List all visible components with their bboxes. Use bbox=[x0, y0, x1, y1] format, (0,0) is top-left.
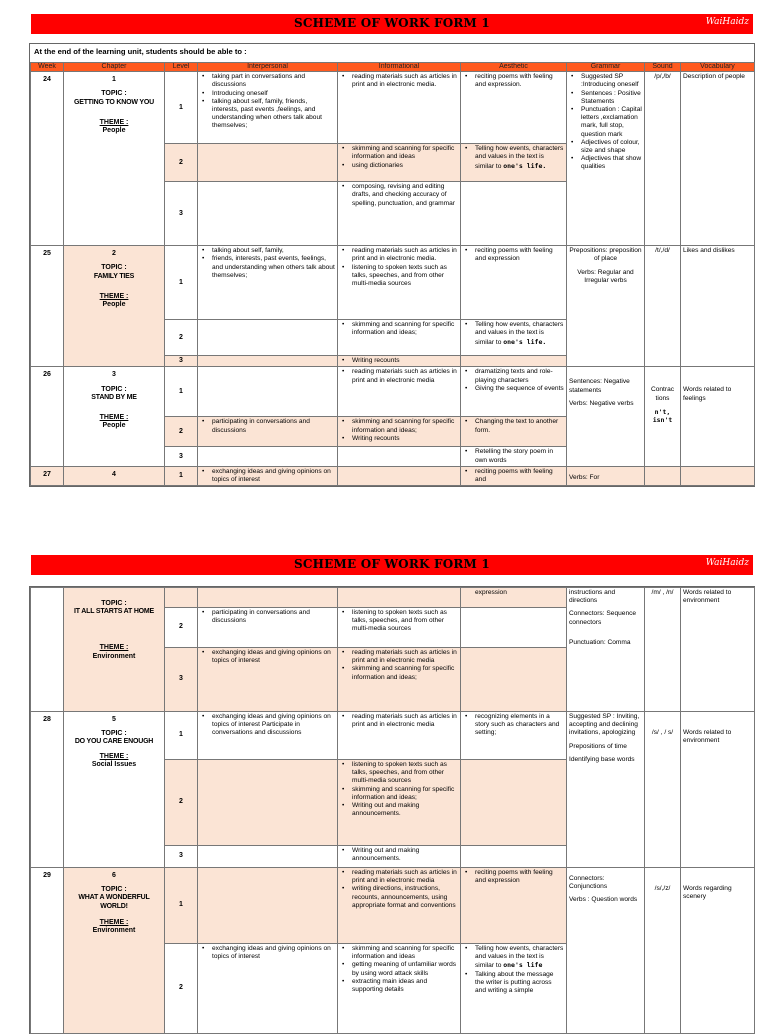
list-item: • Giving the sequence of events bbox=[475, 385, 564, 393]
interpersonal-cell bbox=[198, 447, 338, 466]
interpersonal-cell bbox=[198, 144, 338, 182]
grammar-text: Suggested SP : Inviting, accepting and declining invitations, apologizing bbox=[569, 713, 640, 737]
list-item: • listening to spoken texts such as talks, speeches, and from other multi-media sources bbox=[352, 609, 458, 634]
theme-label: THEME : bbox=[99, 414, 129, 422]
chapter-number: 1 bbox=[112, 76, 116, 84]
topic-label: TOPIC : bbox=[101, 730, 127, 738]
list-item: • talking about self, family, bbox=[212, 247, 335, 255]
informational-cell bbox=[338, 356, 461, 367]
aesthetic-cell bbox=[461, 712, 567, 760]
list-item: • Telling how events, characters and values in the text is similar to one's life. bbox=[475, 321, 564, 347]
theme-name: Environment bbox=[92, 652, 136, 660]
header-level: Level bbox=[165, 63, 198, 72]
level-cell: 2 bbox=[165, 760, 198, 846]
list-item: • reciting poems with feeling and expression bbox=[475, 247, 564, 263]
topic-name: IT ALL STARTS AT HOME bbox=[73, 608, 155, 616]
informational-cell bbox=[338, 367, 461, 417]
page-banner bbox=[31, 14, 753, 34]
level-cell: 1 bbox=[165, 246, 198, 320]
topic-label: TOPIC : bbox=[101, 264, 127, 272]
intro-statement: At the end of the learning unit, students should be able to : bbox=[34, 47, 247, 56]
level-cell: 3 bbox=[165, 846, 198, 868]
list-item: • taking part in conversations and discussions bbox=[212, 73, 335, 89]
topic-name: STAND BY ME bbox=[91, 393, 137, 401]
grammar-cell bbox=[567, 712, 645, 868]
aesthetic-cell bbox=[461, 466, 567, 485]
aesthetic-cell bbox=[461, 588, 567, 608]
list-item: • exchanging ideas and giving opinions on topics of interest bbox=[212, 945, 335, 961]
interpersonal-cell bbox=[198, 417, 338, 447]
vocabulary-cell bbox=[681, 466, 755, 485]
vocabulary-cell: Description of people bbox=[681, 72, 755, 246]
interpersonal-cell bbox=[198, 72, 338, 144]
chapter-cell bbox=[64, 712, 165, 868]
list-item: • skimming and scanning for specific information and ideas; bbox=[352, 786, 458, 802]
header-week: Week bbox=[31, 63, 64, 72]
vocabulary-text: Words regarding scenery bbox=[683, 885, 732, 901]
chapter-cell bbox=[64, 246, 165, 367]
grammar-text: instructions and directions bbox=[569, 589, 616, 605]
list-item: • writing directions, instructions, recounts, announcements, using appropriate format and conventions bbox=[352, 885, 458, 910]
list-item: • talking about self, family, friends, interests, past events ,feelings, and understanding when others talk about themselves; bbox=[212, 98, 335, 131]
interpersonal-cell bbox=[198, 868, 338, 944]
banner-logo: WaiHaidz bbox=[705, 558, 749, 568]
aesthetic-cell bbox=[461, 320, 567, 356]
list-item: • Suggested SP :Introducing oneself bbox=[581, 73, 642, 89]
list-item: • friends, interests, past events, feelings, and understanding when others talk about themselves; bbox=[212, 255, 335, 280]
chapter-number: 2 bbox=[112, 250, 116, 258]
chapter-number: 4 bbox=[112, 470, 116, 478]
list-item: • listening to spoken texts such as talks, speeches, and from other multi-media sources bbox=[352, 264, 458, 289]
aesthetic-cell bbox=[461, 144, 567, 182]
level-cell: 2 bbox=[165, 320, 198, 356]
page-banner bbox=[31, 555, 753, 575]
vocabulary-cell: Words related to environment bbox=[681, 588, 755, 712]
list-item: • Writing recounts bbox=[352, 435, 458, 443]
list-item: • reciting poems with feeling and bbox=[475, 468, 564, 484]
level-cell: 3 bbox=[165, 447, 198, 466]
list-item: • Sentences : Positive Statements bbox=[581, 90, 642, 106]
vocabulary-cell: Likes and dislikes bbox=[681, 246, 755, 367]
table-row bbox=[31, 72, 755, 144]
theme-name: Social Issues bbox=[91, 760, 137, 768]
interpersonal-cell bbox=[198, 846, 338, 868]
level-cell: 2 bbox=[165, 144, 198, 182]
sound-cell bbox=[645, 868, 681, 1034]
banner-title: SCHEME OF WORK FORM 1 bbox=[294, 557, 490, 571]
level-cell: 2 bbox=[165, 417, 198, 447]
level-cell bbox=[165, 588, 198, 608]
list-item: • participating in conversations and discussions bbox=[212, 609, 335, 625]
informational-cell bbox=[338, 588, 461, 608]
list-item: • Adjectives that show qualities bbox=[581, 155, 642, 171]
interpersonal-cell bbox=[198, 356, 338, 367]
sound-cell: /p/,/b/ bbox=[645, 72, 681, 246]
grammar-text: Verbs : Question words bbox=[569, 896, 638, 904]
topic-label: TOPIC : bbox=[101, 886, 127, 894]
list-item: • skimming and scanning for specific information and ideas bbox=[352, 945, 458, 961]
list-item: • exchanging ideas and giving opinions on topics of interest bbox=[212, 649, 335, 665]
list-item: • listening to spoken texts such as talks, speeches, and from other multi-media sources bbox=[352, 761, 458, 786]
informational-cell bbox=[338, 320, 461, 356]
aesthetic-cell bbox=[461, 246, 567, 320]
sound-cell bbox=[645, 712, 681, 868]
interpersonal-cell bbox=[198, 466, 338, 485]
informational-cell bbox=[338, 182, 461, 246]
sound-text: /s/,/z/ bbox=[654, 885, 671, 892]
scheme-table-frame-2 bbox=[29, 586, 755, 1034]
grammar-text: Verbs: Negative verbs bbox=[569, 399, 634, 407]
week-cell: 28 bbox=[31, 712, 64, 868]
list-item: • Writing out and making announcements. bbox=[352, 847, 458, 863]
informational-cell bbox=[338, 417, 461, 447]
sound-cell bbox=[645, 466, 681, 485]
sound-text: n't, isn't bbox=[652, 407, 673, 425]
scheme-table-frame-1 bbox=[29, 43, 755, 487]
aesthetic-cell bbox=[461, 608, 567, 648]
theme-label: THEME : bbox=[99, 644, 129, 652]
informational-cell bbox=[338, 466, 461, 485]
header-chapter: Chapter bbox=[64, 63, 165, 72]
grammar-text: Verbs: Regular and Irregular verbs bbox=[577, 268, 634, 284]
level-cell: 2 bbox=[165, 944, 198, 1034]
topic-name: GETTING TO KNOW YOU bbox=[74, 98, 154, 106]
grammar-text: Punctuation: Comma bbox=[569, 638, 631, 646]
list-item: • dramatizing texts and role-playing characters bbox=[475, 368, 564, 384]
aesthetic-cell bbox=[461, 367, 567, 417]
header-sound: Sound bbox=[645, 63, 681, 72]
list-item: • exchanging ideas and giving opinions on topics of interest bbox=[212, 468, 335, 484]
table-row bbox=[31, 466, 755, 485]
list-item: • reading materials such as articles in print and in electronic media bbox=[352, 649, 458, 665]
topic-label: TOPIC : bbox=[101, 90, 127, 98]
informational-cell bbox=[338, 447, 461, 466]
grammar-cell bbox=[567, 246, 645, 367]
interpersonal-cell bbox=[198, 648, 338, 712]
grammar-cell bbox=[567, 367, 645, 466]
list-item: • reciting poems with feeling and expression bbox=[475, 869, 564, 885]
topic-label: TOPIC : bbox=[101, 385, 127, 393]
vocabulary-text: Words related to feelings bbox=[683, 386, 732, 402]
list-item: • Writing recounts bbox=[352, 357, 458, 365]
aesthetic-cell bbox=[461, 182, 567, 246]
week-cell: 26 bbox=[31, 367, 64, 466]
list-item: • reciting poems with feeling and expression. bbox=[475, 73, 564, 89]
list-item: • reading materials such as articles in print and in electronic media bbox=[352, 869, 458, 885]
aesthetic-cell bbox=[461, 760, 567, 846]
chapter-cell bbox=[64, 466, 165, 485]
grammar-text: Identifying base words bbox=[569, 755, 635, 763]
topic-name: WHAT A WONDERFUL WORLD! bbox=[78, 894, 150, 910]
level-cell: 3 bbox=[165, 182, 198, 246]
aesthetic-cell bbox=[461, 72, 567, 144]
list-item: • recognizing elements in a story such as characters and setting; bbox=[475, 713, 564, 738]
sound-text: /s/ , / s/ bbox=[651, 729, 674, 736]
list-item: • using dictionaries bbox=[352, 162, 458, 170]
level-cell: 1 bbox=[165, 367, 198, 417]
aesthetic-cell bbox=[461, 356, 567, 367]
sound-text: Contrac tions bbox=[650, 386, 675, 402]
chapter-number: 6 bbox=[112, 872, 116, 879]
list-item: • Talking about the message the writer is putting across and writing a simple bbox=[475, 971, 564, 996]
table-header-row bbox=[31, 63, 755, 72]
list-item: • Telling how events, characters and values in the text is similar to one's life. bbox=[475, 145, 564, 171]
aesthetic-cell bbox=[461, 447, 567, 466]
list-item: • reading materials such as articles in print and in electronic media. bbox=[352, 247, 458, 263]
interpersonal-cell bbox=[198, 182, 338, 246]
week-cell: 27 bbox=[31, 466, 64, 485]
theme-label: THEME : bbox=[99, 752, 129, 760]
header-aesthetic: Aesthetic bbox=[461, 63, 567, 72]
topic-name: DO YOU CARE ENOUGH bbox=[74, 738, 154, 746]
informational-cell bbox=[338, 944, 461, 1034]
grammar-cell bbox=[567, 588, 645, 712]
interpersonal-cell bbox=[198, 760, 338, 846]
list-item: • exchanging ideas and giving opinions on topics of interest Participate in conversations and discussions bbox=[212, 713, 335, 738]
topic-label: TOPIC : bbox=[101, 600, 127, 607]
vocabulary-cell bbox=[681, 712, 755, 868]
theme-name: People bbox=[102, 301, 126, 309]
list-item: • Changing the text to another form. bbox=[475, 418, 564, 434]
list-item: • Punctuation : Capital letters ,exclamation mark, full stop, question mark bbox=[581, 106, 642, 139]
vocabulary-cell bbox=[681, 367, 755, 466]
interpersonal-cell bbox=[198, 320, 338, 356]
informational-cell bbox=[338, 144, 461, 182]
grammar-text: Connectors: Conjunctions bbox=[569, 875, 608, 891]
level-cell: 3 bbox=[165, 356, 198, 367]
grammar-text: Sentences: Negative statements bbox=[569, 378, 630, 394]
interpersonal-cell bbox=[198, 588, 338, 608]
table-row bbox=[31, 367, 755, 417]
list-item: • skimming and scanning for specific information and ideas; bbox=[352, 418, 458, 434]
table-row bbox=[31, 588, 755, 608]
topic-name: FAMILY TIES bbox=[93, 272, 135, 280]
list-item: • reading materials such as articles in print and in electronic media. bbox=[352, 73, 458, 89]
level-cell: 2 bbox=[165, 608, 198, 648]
chapter-number: 5 bbox=[112, 716, 116, 723]
aesthetic-cell bbox=[461, 944, 567, 1034]
list-item: • skimming and scanning for specific information and ideas; bbox=[352, 321, 458, 337]
theme-label: THEME : bbox=[99, 918, 129, 926]
header-informational: Informational bbox=[338, 63, 461, 72]
scheme-table-1 bbox=[30, 62, 755, 486]
list-item: • Adjectives of colour, size and shape bbox=[581, 139, 642, 155]
informational-cell bbox=[338, 246, 461, 320]
chapter-cell bbox=[64, 367, 165, 466]
theme-name: People bbox=[102, 422, 126, 430]
vocabulary-text: Words related to environment bbox=[683, 729, 732, 745]
interpersonal-cell bbox=[198, 246, 338, 320]
interpersonal-cell bbox=[198, 367, 338, 417]
grammar-text: Connectors: Sequence connectors bbox=[569, 610, 637, 626]
list-item: • extracting main ideas and supporting details bbox=[352, 978, 458, 994]
grammar-cell bbox=[567, 72, 645, 246]
list-item: • reading materials such as articles in print and in electronic media bbox=[352, 368, 458, 384]
table-row bbox=[31, 712, 755, 760]
grammar-text: Prepositions of time bbox=[569, 742, 627, 750]
theme-label: THEME : bbox=[99, 292, 129, 300]
theme-label: THEME : bbox=[99, 118, 129, 126]
informational-cell bbox=[338, 846, 461, 868]
list-item: • composing, revising and editing drafts, and checking accuracy of spelling, punctuation, and grammar bbox=[352, 183, 458, 208]
level-cell: 1 bbox=[165, 868, 198, 944]
interpersonal-cell bbox=[198, 712, 338, 760]
table-row bbox=[31, 868, 755, 944]
list-item: • Writing out and making announcements. bbox=[352, 802, 458, 818]
aesthetic-cell bbox=[461, 648, 567, 712]
theme-name: Environment bbox=[92, 927, 136, 935]
grammar-cell bbox=[567, 466, 645, 485]
list-item: • participating in conversations and discussions bbox=[212, 418, 335, 434]
interpersonal-cell bbox=[198, 608, 338, 648]
grammar-text: Prepositions: preposition of place bbox=[569, 247, 642, 263]
aesthetic-cell bbox=[461, 417, 567, 447]
list-item: • Telling how events, characters and values in the text is similar to one's life bbox=[475, 945, 564, 971]
list-item: • skimming and scanning for specific information and ideas bbox=[352, 145, 458, 161]
list-item: • reading materials such as articles in print and in electronic media bbox=[352, 713, 458, 729]
theme-name: People bbox=[102, 127, 126, 135]
level-cell: 1 bbox=[165, 712, 198, 760]
informational-cell bbox=[338, 868, 461, 944]
grammar-cell bbox=[567, 868, 645, 1034]
list-item: • skimming and scanning for specific information and ideas; bbox=[352, 665, 458, 681]
informational-cell bbox=[338, 608, 461, 648]
sound-cell: /m/ , /n/ bbox=[645, 588, 681, 712]
header-interpersonal: Interpersonal bbox=[198, 63, 338, 72]
header-vocabulary: Vocabulary bbox=[681, 63, 755, 72]
level-cell: 1 bbox=[165, 466, 198, 485]
week-cell: 29 bbox=[31, 868, 64, 1034]
chapter-cell bbox=[64, 588, 165, 712]
aesthetic-text: expression bbox=[475, 589, 507, 596]
chapter-cell bbox=[64, 72, 165, 246]
week-cell bbox=[31, 588, 64, 712]
informational-cell bbox=[338, 760, 461, 846]
sound-cell bbox=[645, 367, 681, 466]
informational-cell bbox=[338, 712, 461, 760]
level-cell: 3 bbox=[165, 648, 198, 712]
level-cell: 1 bbox=[165, 72, 198, 144]
aesthetic-cell bbox=[461, 846, 567, 868]
banner-title: SCHEME OF WORK FORM 1 bbox=[294, 16, 490, 30]
header-grammar: Grammar bbox=[567, 63, 645, 72]
vocabulary-cell bbox=[681, 868, 755, 1034]
aesthetic-cell bbox=[461, 868, 567, 944]
list-item: • getting meaning of unfamiliar words by using word attack skills bbox=[352, 961, 458, 977]
scheme-table-2 bbox=[30, 587, 755, 1034]
informational-cell bbox=[338, 72, 461, 144]
list-item: • Retelling the story poem in own words bbox=[475, 448, 564, 464]
sound-cell: /t/,/d/ bbox=[645, 246, 681, 367]
week-cell: 25 bbox=[31, 246, 64, 367]
table-row bbox=[31, 246, 755, 320]
chapter-cell bbox=[64, 868, 165, 1034]
week-cell: 24 bbox=[31, 72, 64, 246]
informational-cell bbox=[338, 648, 461, 712]
chapter-number: 3 bbox=[112, 371, 116, 379]
interpersonal-cell bbox=[198, 944, 338, 1034]
list-item: • Introducing oneself bbox=[212, 90, 335, 98]
banner-logo: WaiHaidz bbox=[705, 17, 749, 27]
grammar-text: Verbs: For bbox=[569, 473, 600, 481]
